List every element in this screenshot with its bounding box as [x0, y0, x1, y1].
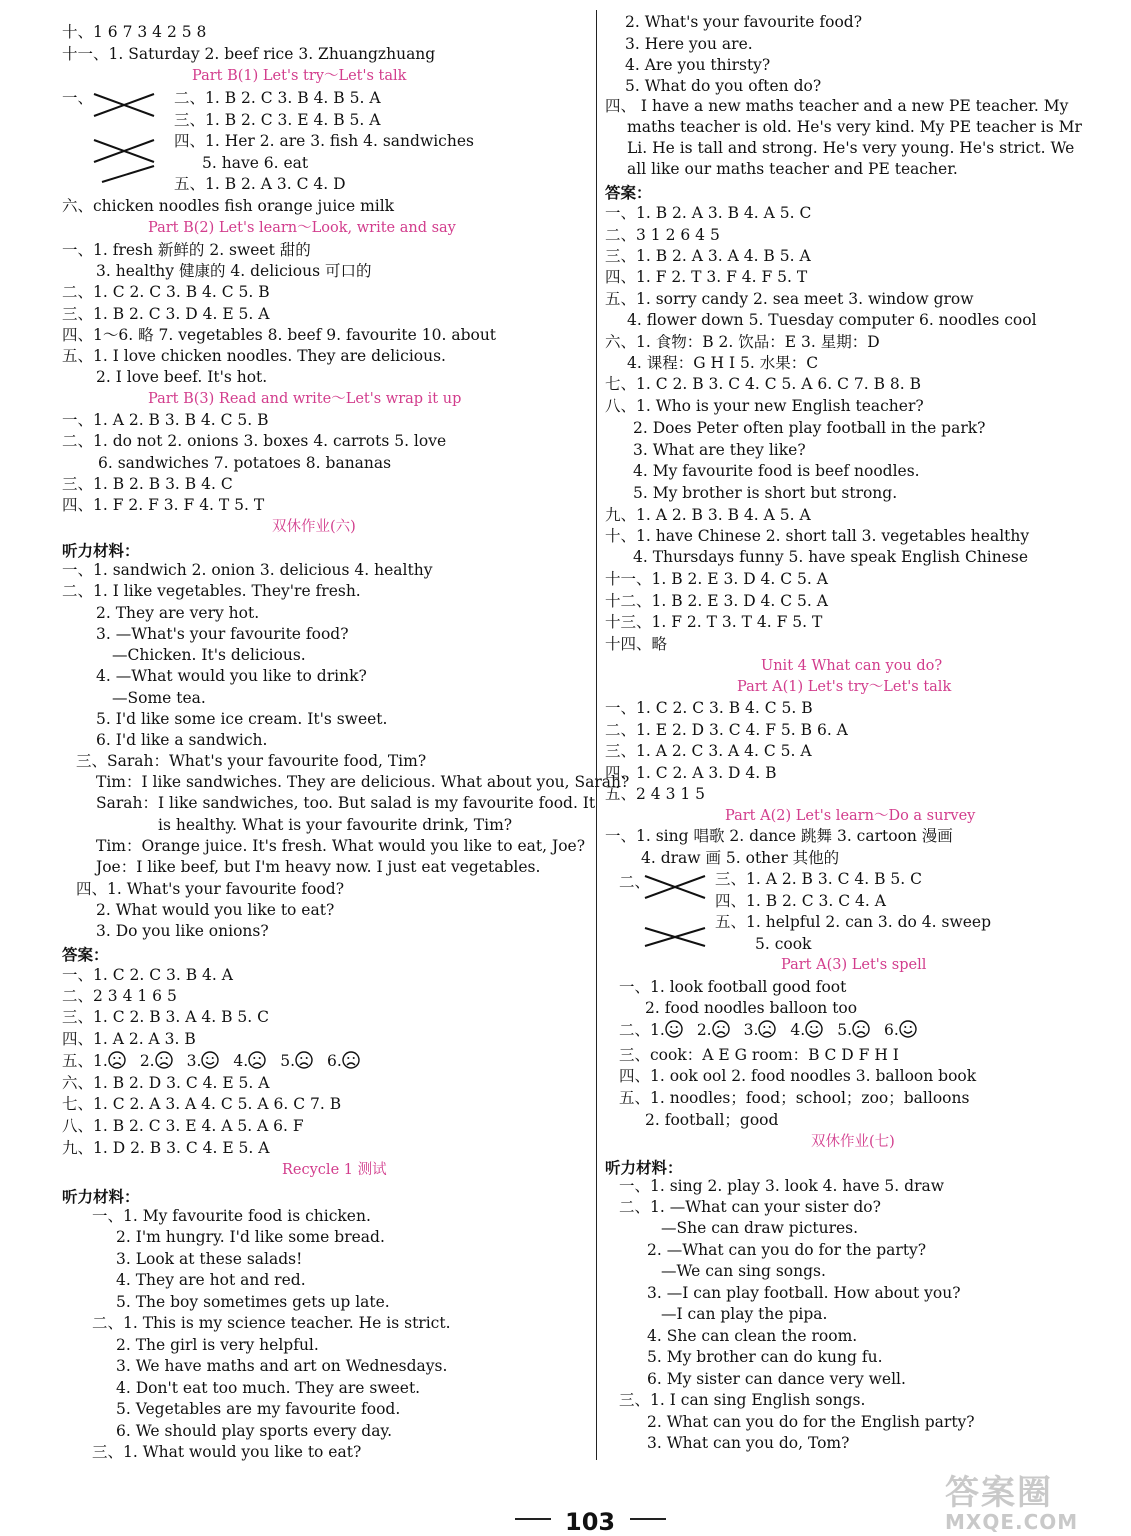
text-line: 6. We should play sports every day.: [116, 1422, 393, 1440]
item-number: 3.: [186, 1052, 202, 1070]
text-line: 2. What can you do for the English party?: [647, 1413, 975, 1431]
question-label: 二、: [619, 1021, 651, 1039]
text-line: 3. What can you do, Tom?: [647, 1434, 850, 1452]
text-line: 十一、1. B 2. E 3. D 4. C 5. A: [605, 570, 828, 588]
text-line: Li. He is tall and strong. He's very young. He's strict. We: [627, 139, 1075, 157]
text-line: —We can sing songs.: [661, 1262, 826, 1280]
text-line: 4. —What would you like to drink?: [96, 667, 367, 685]
text-line: 6. My sister can dance very well.: [647, 1370, 906, 1388]
item-number: 5.: [280, 1052, 295, 1070]
text-line: 二、1. This is my science teacher. He is strict.: [92, 1314, 451, 1332]
text-line: 十、1 6 7 3 4 2 5 8: [62, 23, 207, 41]
text-line: 5. The boy sometimes gets up late.: [116, 1293, 390, 1311]
text-line: 九、1. A 2. B 3. B 4. A 5. A: [605, 506, 811, 524]
section-heading: Part B(3) Read and write～Let's wrap it up: [148, 391, 462, 407]
text-line: 十四、略: [605, 635, 668, 653]
text-line: 三、1. A 2. B 3. C 4. B 5. C: [715, 870, 922, 888]
text-line: 一、1. A 2. B 3. B 4. C 5. B: [62, 411, 269, 429]
text-line: 三、1. I can sing English songs.: [619, 1391, 866, 1409]
text-line: 一、1. C 2. C 3. B 4. A: [62, 966, 233, 984]
text-line: is healthy. What is your favourite drink, Tim?: [158, 816, 513, 834]
text-line: 五、1. I love chicken noodles. They are delicious.: [62, 347, 446, 365]
text-line: 3. Look at these salads!: [116, 1250, 303, 1268]
happy-face-icon: [665, 1020, 683, 1038]
text-line: 2. —What can you do for the party?: [647, 1241, 927, 1259]
text-line: 十二、1. B 2. E 3. D 4. C 5. A: [605, 592, 828, 610]
section-heading: Part A(1) Let's try～Let's talk: [737, 679, 952, 695]
text-line: 三、1. B 2. B 3. B 4. C: [62, 475, 233, 493]
text-line: 三、1. A 2. C 3. A 4. C 5. A: [605, 742, 812, 760]
text-line: 2. What's your favourite food?: [625, 13, 863, 31]
sad-face-icon: [852, 1020, 870, 1038]
text-line: 4. She can clean the room.: [647, 1327, 858, 1345]
text-line: 答案：: [605, 183, 652, 202]
text-line: 4. Don't eat too much. They are sweet.: [116, 1379, 421, 1397]
text-line: 听力材料：: [62, 1187, 140, 1206]
text-line: maths teacher is old. He's very kind. My PE teacher is Mr: [627, 118, 1082, 136]
text-line: 三、1. B 2. C 3. E 4. B 5. A: [174, 111, 381, 129]
sad-face-icon: [248, 1051, 266, 1069]
text-line: 5. My brother can do kung fu.: [647, 1348, 883, 1366]
question-label: 五、: [62, 1052, 94, 1070]
text-line: —I can play the pipa.: [661, 1305, 828, 1323]
section-heading: Part A(3) Let's spell: [781, 957, 927, 973]
sad-face-icon: [342, 1051, 360, 1069]
text-line: 4. 课程：G H I 5. 水果：C: [627, 354, 819, 372]
text-line: 3. —What's your favourite food?: [96, 625, 349, 643]
text-line: 九、1. D 2. B 3. C 4. E 5. A: [62, 1139, 270, 1157]
text-line: 三、1. C 2. B 3. A 4. B 5. C: [62, 1008, 269, 1026]
happy-face-icon: [805, 1020, 823, 1038]
page-number-dash-left: [515, 1518, 551, 1520]
text-line: 一、1. C 2. C 3. B 4. C 5. B: [605, 699, 813, 717]
text-line: 5. cook: [755, 935, 812, 953]
text-line: 六、chicken noodles fish orange juice milk: [62, 197, 395, 215]
text-line: 听力材料：: [605, 1158, 683, 1177]
text-line: 2. They are very hot.: [96, 604, 260, 622]
smiley-answer-row-right: [619, 1020, 917, 1040]
text-line: 三、cook：A E G room：B C D F H I: [619, 1046, 899, 1064]
happy-face-icon: [201, 1051, 219, 1069]
item-number: 3.: [743, 1021, 759, 1039]
text-line: 二、2 3 4 1 6 5: [62, 987, 177, 1005]
text-line: 一、1. sing 2. play 3. look 4. have 5. draw: [619, 1177, 944, 1195]
text-line: 二、1. do not 2. onions 3. boxes 4. carrots 5. love: [62, 432, 447, 450]
text-line: Tim：I like sandwiches. They are delicious. What about you, Sarah?: [96, 773, 630, 791]
text-line: 一、1. fresh 新鲜的 2. sweet 甜的: [62, 241, 311, 259]
text-line: 八、1. Who is your new English teacher?: [605, 397, 924, 415]
text-line: —She can draw pictures.: [661, 1219, 859, 1237]
text-line: 二、1. C 2. C 3. B 4. C 5. B: [62, 283, 270, 301]
text-line: 十一、1. Saturday 2. beef rice 3. Zhuangzhuang: [62, 45, 436, 63]
text-line: 五、1. noodles；food；school；zoo；balloons: [619, 1089, 970, 1107]
text-line: 十三、1. F 2. T 3. T 4. F 5. T: [605, 613, 823, 631]
text-line: 一、1. sandwich 2. onion 3. delicious 4. healthy: [62, 561, 433, 579]
watermark-url: MXQE.COM: [945, 1510, 1079, 1534]
text-line: 一、1. sing 唱歌 2. dance 跳舞 3. cartoon 漫画: [605, 827, 953, 845]
text-line: 4. Thursdays funny 5. have speak English Chinese: [633, 548, 1029, 566]
page-number-dash-right: [630, 1518, 666, 1520]
text-line: 七、1. C 2. A 3. A 4. C 5. A 6. C 7. B: [62, 1095, 342, 1113]
text-line: 6. I'd like a sandwich.: [96, 731, 268, 749]
item-number: 2.: [696, 1021, 712, 1039]
text-line: 3. Here you are.: [625, 35, 753, 53]
text-line: —Chicken. It's delicious.: [112, 646, 306, 664]
section-heading: Part B(1) Let's try～Let's talk: [192, 68, 407, 84]
section-heading: 双休作业(七): [811, 1134, 895, 1150]
sad-face-icon: [712, 1020, 730, 1038]
watermark-title: 答案圈: [945, 1473, 1053, 1513]
text-line: 四、 I have a new maths teacher and a new PE teacher. My: [605, 97, 1069, 115]
text-line: 二、1. —What can your sister do?: [619, 1198, 881, 1216]
text-line: 四、1. A 2. A 3. B: [62, 1030, 196, 1048]
text-line: 4. Are you thirsty?: [625, 56, 771, 74]
text-line: 四、1～6. 略 7. vegetables 8. beef 9. favourite 10. about: [62, 326, 497, 344]
happy-face-icon: [899, 1020, 917, 1038]
sad-face-icon: [108, 1051, 126, 1069]
text-line: 3. Do you like onions?: [96, 922, 269, 940]
text-line: 4. flower down 5. Tuesday computer 6. noodles cool: [627, 311, 1037, 329]
item-number: 1.: [650, 1021, 665, 1039]
text-line: 五、1. helpful 2. can 3. do 4. sweep: [715, 913, 992, 931]
item-number: 6.: [327, 1052, 342, 1070]
text-line: 二、1. E 2. D 3. C 4. F 5. B 6. A: [605, 721, 848, 739]
item-number: 2.: [139, 1052, 155, 1070]
text-line: 5. Vegetables are my favourite food.: [116, 1400, 401, 1418]
text-line: 二、1. B 2. C 3. B 4. B 5. A: [174, 89, 381, 107]
text-line: 4. draw 画 5. other 其他的: [641, 849, 840, 867]
item-number: 1.: [93, 1052, 108, 1070]
text-line: Sarah：I like sandwiches, too. But salad is my favourite food. It: [96, 794, 596, 812]
watermark-logo: [945, 1465, 1125, 1533]
text-line: 3. —I can play football. How about you?: [647, 1284, 961, 1302]
text-line: 四、1. ook ool 2. food noodles 3. balloon book: [619, 1067, 977, 1085]
text-line: 6. sandwiches 7. potatoes 8. bananas: [98, 454, 392, 472]
page-number: 103: [565, 1508, 616, 1536]
text-line: 三、1. B 2. A 3. A 4. B 5. A: [605, 247, 811, 265]
item-number: 4.: [790, 1021, 806, 1039]
text-line: Tim：Orange juice. It's fresh. What would you like to eat, Joe?: [96, 837, 586, 855]
text-line: 六、1. B 2. D 3. C 4. E 5. A: [62, 1074, 270, 1092]
item-number: 5.: [837, 1021, 852, 1039]
section-heading: Part A(2) Let's learn～Do a survey: [725, 808, 976, 824]
text-line: 4. They are hot and red.: [116, 1271, 306, 1289]
text-line: 2. I'm hungry. I'd like some bread.: [116, 1228, 385, 1246]
text-line: 三、1. What would you like to eat?: [92, 1443, 362, 1461]
text-line: 十、1. have Chinese 2. short tall 3. vegetables healthy: [605, 527, 1030, 545]
text-line: 四、1. C 2. A 3. D 4. B: [605, 764, 777, 782]
text-line: 五、2 4 3 1 5: [605, 785, 706, 803]
text-line: 3. What are they like?: [633, 441, 806, 459]
text-line: 2. Does Peter often play football in the park?: [633, 419, 986, 437]
matching-exercise-left: [62, 86, 172, 196]
text-line: 2. I love beef. It's hot.: [96, 368, 268, 386]
item-number: 4.: [233, 1052, 249, 1070]
text-line: 一、1. look football good foot: [619, 978, 847, 996]
text-line: 五、1. sorry candy 2. sea meet 3. window grow: [605, 290, 974, 308]
text-line: 听力材料：: [62, 541, 140, 560]
matching-label: 一、: [62, 89, 94, 107]
text-line: 5. I'd like some ice cream. It's sweet.: [96, 710, 388, 728]
matching-exercise-right: [605, 866, 715, 956]
text-line: 四、1. What's your favourite food?: [76, 880, 345, 898]
text-line: 四、1. B 2. C 3. C 4. A: [715, 892, 886, 910]
text-line: 5. My brother is short but strong.: [633, 484, 898, 502]
text-line: 七、1. C 2. B 3. C 4. C 5. A 6. C 7. B 8. B: [605, 375, 922, 393]
item-number: 6.: [884, 1021, 899, 1039]
sad-face-icon: [295, 1051, 313, 1069]
text-line: —Some tea.: [112, 689, 206, 707]
text-line: 二、3 1 2 6 4 5: [605, 226, 720, 244]
text-line: 3. We have maths and art on Wednesdays.: [116, 1357, 448, 1375]
section-heading: Unit 4 What can you do?: [761, 658, 943, 674]
matching-label: 二、: [619, 873, 651, 891]
section-heading: 双休作业(六): [272, 519, 356, 535]
text-line: 三、1. B 2. C 3. D 4. E 5. A: [62, 305, 270, 323]
text-line: 答案：: [62, 945, 109, 964]
text-line: 5. have 6. eat: [202, 154, 309, 172]
text-line: 4. My favourite food is beef noodles.: [633, 462, 920, 480]
text-line: 四、1. F 2. T 3. F 4. F 5. T: [605, 268, 808, 286]
text-line: 二、1. I like vegetables. They're fresh.: [62, 582, 361, 600]
text-line: 一、1. My favourite food is chicken.: [92, 1207, 371, 1225]
sad-face-icon: [758, 1020, 776, 1038]
text-line: 2. food noodles balloon too: [645, 999, 858, 1017]
sad-face-icon: [155, 1051, 173, 1069]
section-heading: Part B(2) Let's learn～Look, write and say: [148, 220, 456, 236]
section-heading: Recycle 1 测试: [282, 1162, 387, 1178]
text-line: 2. football；good: [645, 1111, 779, 1129]
smiley-answer-row-left: [62, 1051, 360, 1071]
text-line: 三、Sarah：What's your favourite food, Tim?: [76, 752, 427, 770]
text-line: 2. The girl is very helpful.: [116, 1336, 319, 1354]
text-line: 六、1. 食物：B 2. 饮品：E 3. 星期：D: [605, 333, 880, 351]
text-line: 2. What would you like to eat?: [96, 901, 335, 919]
text-line: 五、1. B 2. A 3. C 4. D: [174, 175, 346, 193]
text-line: 四、1. Her 2. are 3. fish 4. sandwiches: [174, 132, 474, 150]
text-line: 八、1. B 2. C 3. E 4. A 5. A 6. F: [62, 1117, 304, 1135]
text-line: 一、1. B 2. A 3. B 4. A 5. C: [605, 204, 812, 222]
text-line: 5. What do you often do?: [625, 77, 822, 95]
text-line: all like our maths teacher and PE teacher.: [627, 160, 958, 178]
text-line: 四、1. F 2. F 3. F 4. T 5. T: [62, 496, 265, 514]
column-divider: [596, 10, 597, 1460]
text-line: 3. healthy 健康的 4. delicious 可口的: [96, 262, 372, 280]
text-line: Joe：I like beef, but I'm heavy now. I just eat vegetables.: [96, 858, 541, 876]
